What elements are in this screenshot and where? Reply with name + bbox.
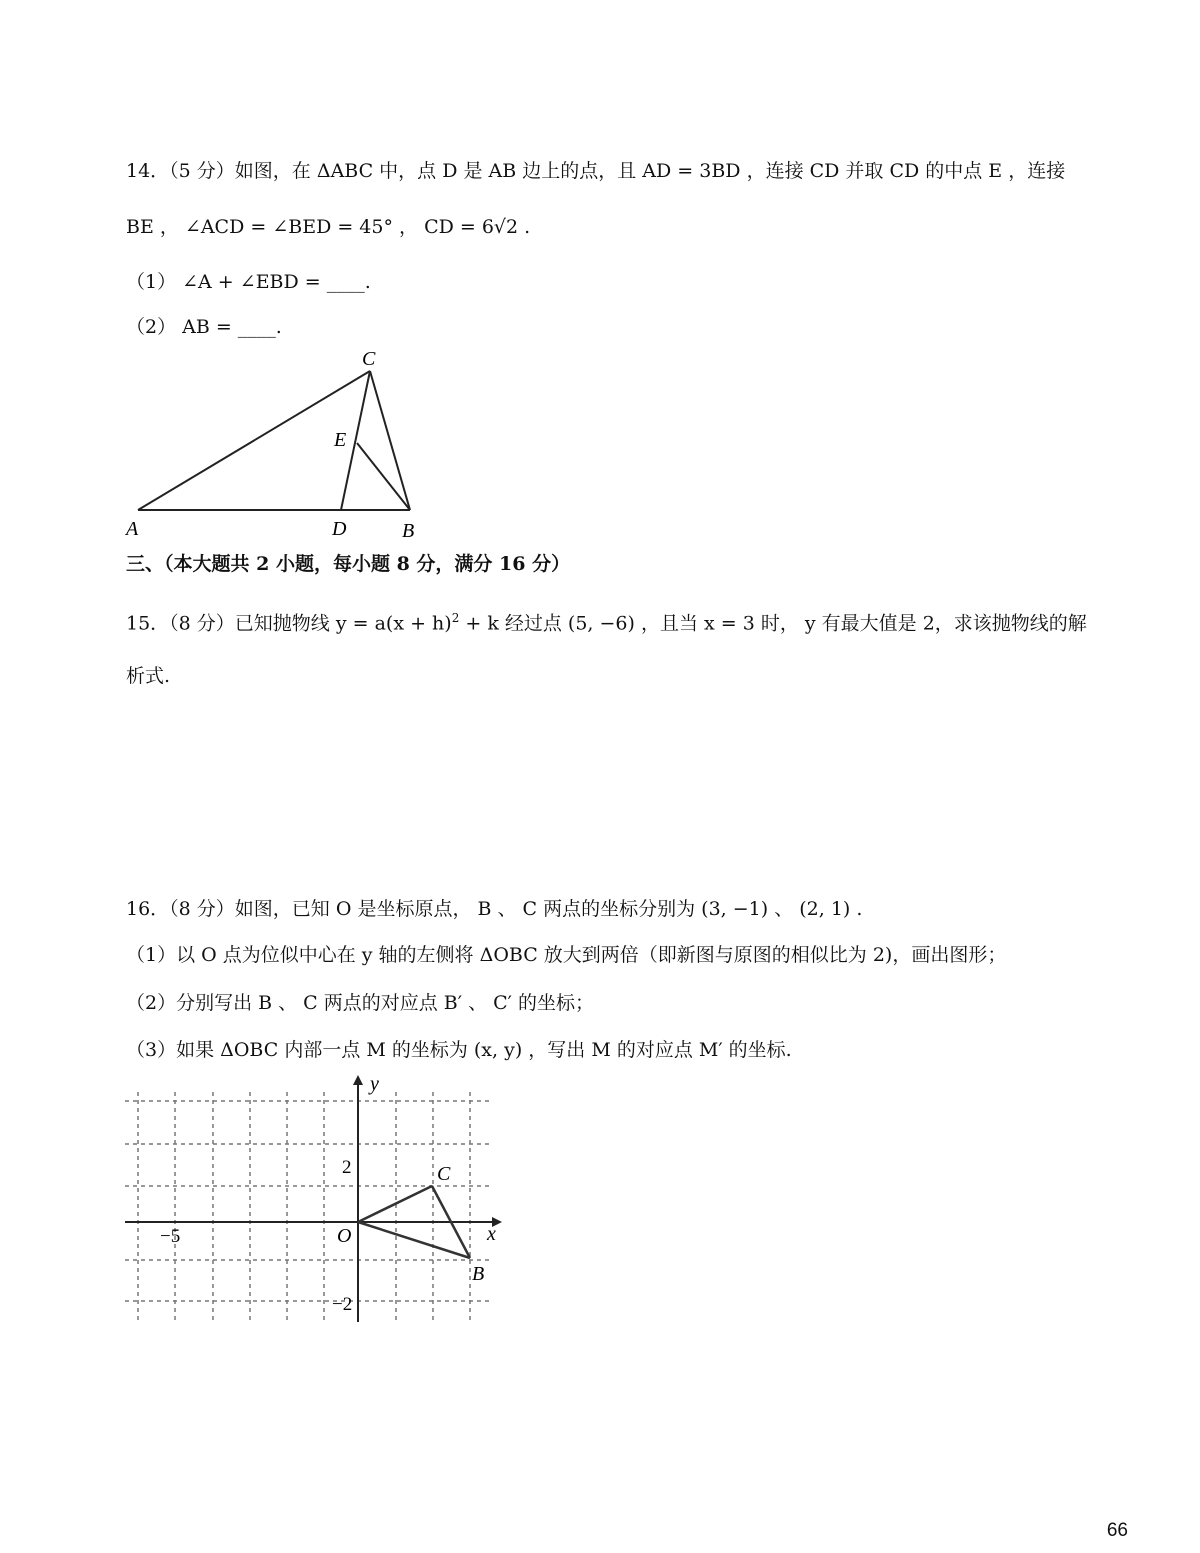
tick-y-2: 2 [342, 1157, 352, 1178]
page-number: 66 [1106, 1520, 1128, 1541]
segment-eb [357, 443, 410, 510]
label-e: E [334, 429, 347, 451]
segment-cb [370, 371, 410, 510]
q15-line1-b: + k 经过点 (5, −6) ，且当 x = 3 时， y 有最大值是 2，求该抛物线的解 [459, 612, 1087, 635]
label-b: B [402, 520, 415, 542]
grid-lines [125, 1092, 490, 1320]
label-d: D [332, 518, 347, 540]
q16-line1: 16．（8 分）如图，已知 O 是坐标原点， B 、 C 两点的坐标分别为 (3, −1) 、 (2, 1) . [126, 898, 863, 920]
q14-part2: （2） AB = ____. [126, 316, 282, 338]
q15-line1-a: 15．（8 分）已知抛物线 y = a(x + h) [126, 612, 452, 635]
label-a: A [126, 518, 139, 540]
point-c-label: C [437, 1163, 451, 1185]
q14-part1: （1） ∠A + ∠EBD = ____. [126, 271, 371, 293]
q15-exponent: 2 [451, 611, 460, 625]
axis-x-label: x [487, 1223, 496, 1245]
y-axis-arrow [353, 1075, 363, 1085]
q16-part1: （1）以 O 点为位似中心在 y 轴的左侧将 ΔOBC 放大到两倍（即新图与原图的相似比为 2)，画出图形； [126, 944, 1007, 966]
q15-line1 [126, 605, 1087, 636]
q14-line1: 14．（5 分）如图，在 ΔABC 中，点 D 是 AB 边上的点，且 AD = 3BD ，连接 CD 并取 CD 的中点 E ，连接 [126, 160, 1066, 182]
origin-label: O [337, 1225, 352, 1247]
label-c: C [362, 348, 376, 370]
q15-line2: 析式. [126, 665, 171, 687]
triangle-figure [120, 345, 430, 545]
section3-heading: 三、（本大题共 2 小题，每小题 8 分，满分 16 分） [126, 553, 571, 575]
q16-part2: （2）分别写出 B 、 C 两点的对应点 B′ 、 C′ 的坐标； [126, 992, 595, 1014]
q16-part3: （3）如果 ΔOBC 内部一点 M 的坐标为 (x, y) ，写出 M 的对应点 M′ 的坐标. [126, 1039, 792, 1061]
coordinate-grid-figure [120, 1070, 510, 1325]
axis-y-label: y [370, 1073, 379, 1095]
point-b-label: B [472, 1263, 485, 1285]
tick-x-minus5: −5 [160, 1226, 181, 1247]
q14-line2: BE ， ∠ACD = ∠BED = 45° ， CD = 6√2 . [126, 216, 531, 238]
tick-y-minus2: −2 [332, 1294, 353, 1315]
